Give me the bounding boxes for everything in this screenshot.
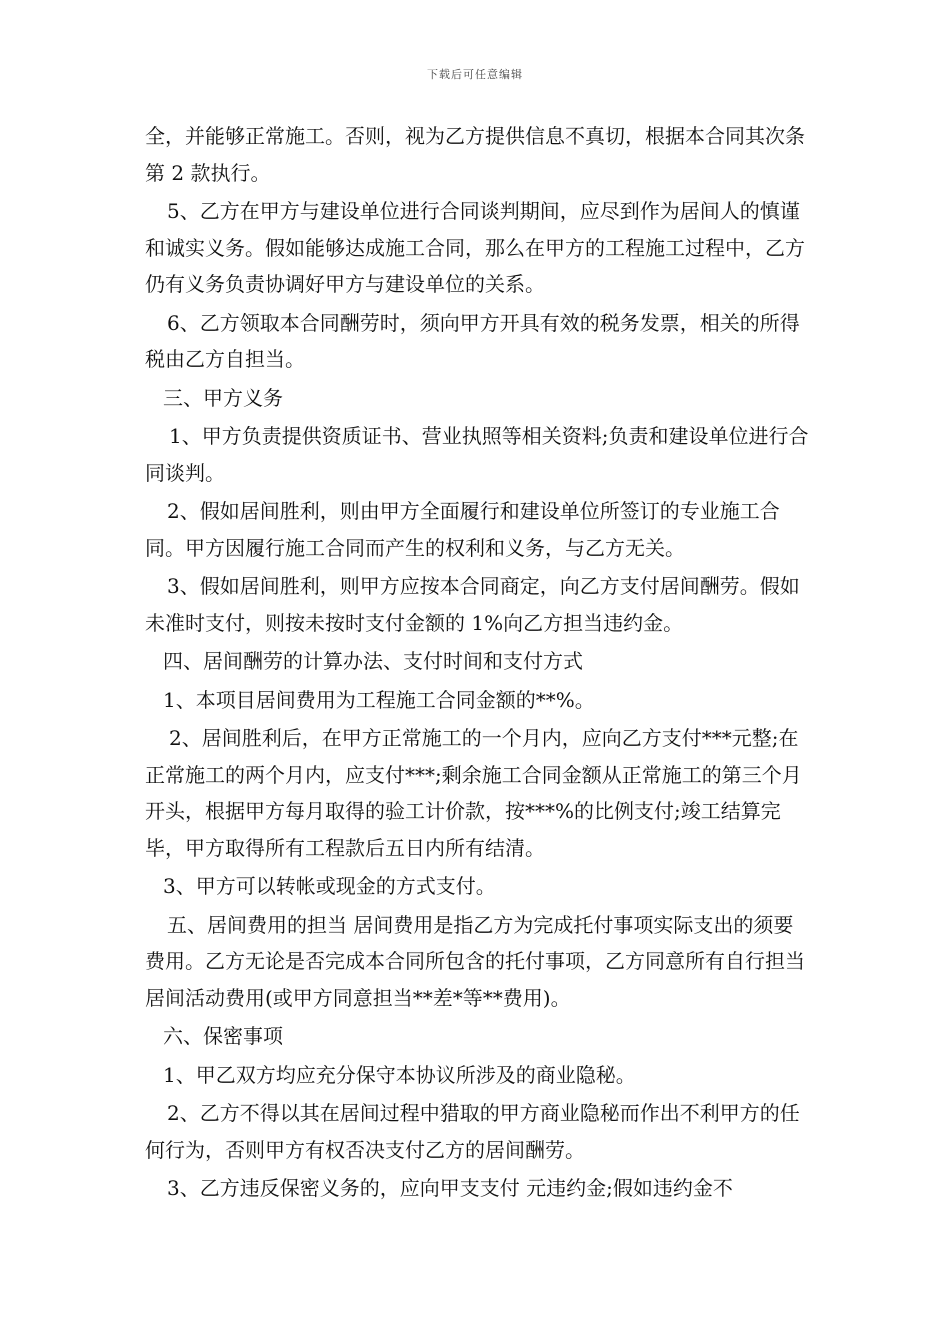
section-heading: 六、保密事项 bbox=[163, 1024, 283, 1048]
paragraph: 3、甲方可以转帐或现金的方式支付。 bbox=[163, 874, 496, 898]
paragraph: 3、乙方违反保密义务的，应向甲支支付 元违约金;假如违约金不 bbox=[167, 1176, 733, 1200]
paragraph: 1、甲方负责提供资质证书、营业执照等相关资料;负责和建设单位进行合同谈判。 bbox=[145, 424, 809, 485]
page-header: 下载后可任意编辑 bbox=[427, 68, 523, 81]
document-body bbox=[145, 118, 813, 1207]
paragraph: 6、乙方领取本合同酬劳时，须向甲方开具有效的税务发票，相关的所得税由乙方自担当。 bbox=[145, 310, 800, 371]
paragraph: 5、乙方在甲方与建设单位进行合同谈判期间，应尽到作为居间人的慎谨和诚实义务。假如能够达成施工合同，那么在甲方的工程施工过程中，乙方仍有义务负责协调好甲方与建设单位的关系。 bbox=[145, 199, 805, 296]
paragraph: 2、乙方不得以其在居间过程中猎取的甲方商业隐秘而作出不利甲方的任何行为，否则甲方有权否决支付乙方的居间酬劳。 bbox=[145, 1101, 800, 1162]
section-heading: 四、居间酬劳的计算办法、支付时间和支付方式 bbox=[163, 649, 583, 673]
section-heading: 三、甲方义务 bbox=[163, 385, 283, 410]
paragraph: 2、假如居间胜利，则由甲方全面履行和建设单位所签订的专业施工合同。甲方因履行施工合同而产生的权利和义务，与乙方无关。 bbox=[145, 499, 780, 560]
paragraph: 五、居间费用的担当 居间费用是指乙方为完成托付事项实际支出的须要费用。乙方无论是否完成本合同所包含的托付事项，乙方同意所有自行担当居间活动费用(或甲方同意担当**差*等**费用)。 bbox=[145, 912, 805, 1010]
paragraph: 1、甲乙双方均应充分保守本协议所涉及的商业隐秘。 bbox=[163, 1062, 636, 1087]
paragraph: 全，并能够正常施工。否则，视为乙方提供信息不真切，根据本合同其次条第 2 款执行。 bbox=[145, 124, 805, 185]
paragraph: 1、本项目居间费用为工程施工合同金额的**%。 bbox=[163, 687, 595, 712]
paragraph: 2、居间胜利后，在甲方正常施工的一个月内，应向乙方支付***元整;在正常施工的两个月内，应支付***;剩余施工合同金额从正常施工的第三个月开头，根据甲方每月取得的验工计价款，按***%的比例支付;竣工结算完毕，甲方取得所有工程款后五日内所有结清。 bbox=[145, 726, 802, 860]
paragraph: 3、假如居间胜利，则甲方应按本合同商定，向乙方支付居间酬劳。假如未准时支付，则按未按时支付金额的 1%向乙方担当违约金。 bbox=[145, 574, 800, 635]
